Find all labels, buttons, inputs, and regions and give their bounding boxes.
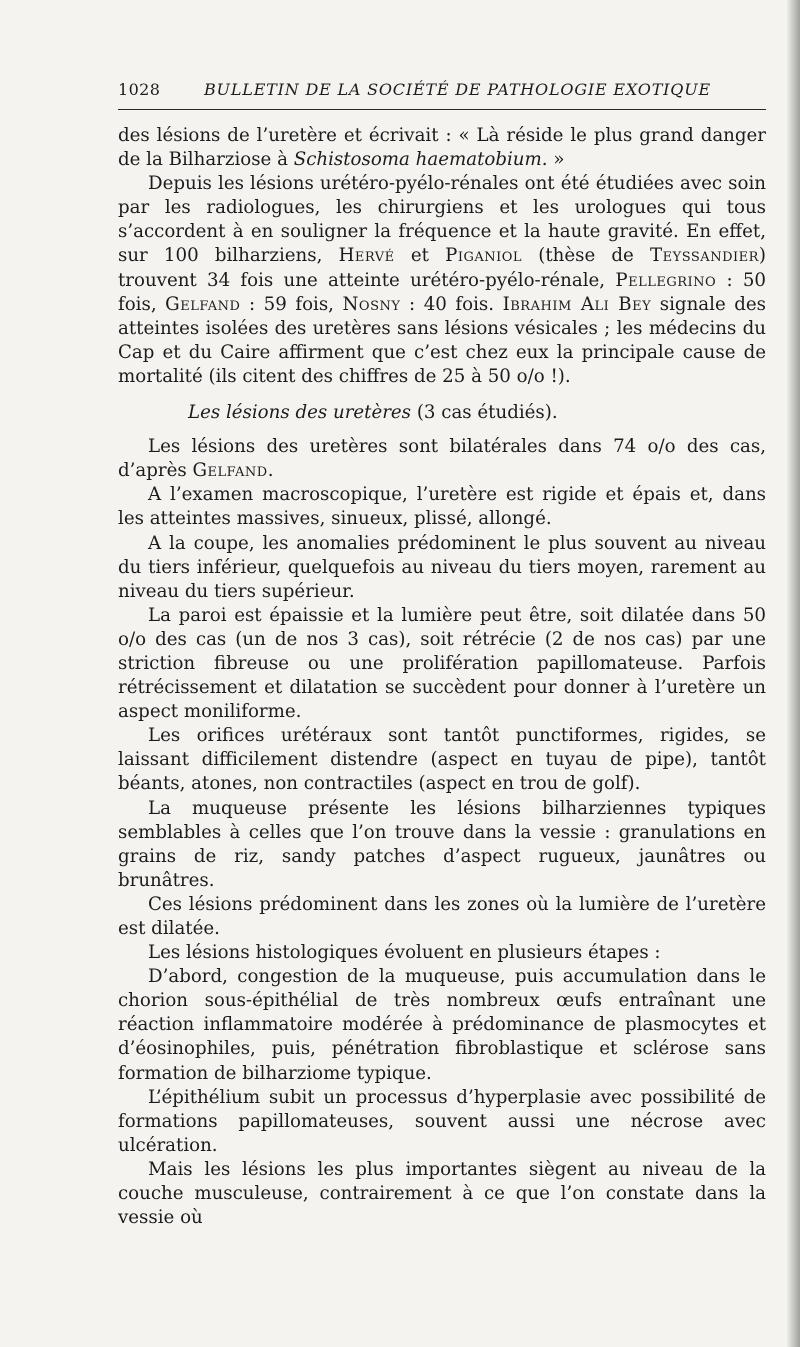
- running-title: BULLETIN DE LA SOCIÉTÉ DE PATHOLOGIE EXOTIQUE: [204, 80, 711, 99]
- page-number: 1028: [118, 80, 161, 99]
- paragraph-12: L’épithélium subit un processus d’hyperplasie avec possibilité de formations papillomateuses, souvent aussi une nécrose avec ulcération.: [118, 1086, 766, 1156]
- paragraph-5: A la coupe, les anomalies prédominent le plus souvent au niveau du tiers inférieur, quelquefois au niveau du tiers moyen, rarement au niveau du tiers supérieur.: [118, 532, 766, 602]
- paragraph-2: Depuis les lésions urétéro-pyélo-rénales ont été étudiées avec soin par les radiologues, les chirurgiens et les urologues qui tous s’accordent à en souligner la fréquence et la haute gravité. En effet, sur 100 bilharziens, Hervé et Piganiol (thèse de Teyssandier) trouvent 34 fois une atteinte urétéro-pyélo-rénale, Pellegrino : 50 fois, Gelfand : 59 fois, Nosny : 40 fois. Ibrahim Ali Bey signale des atteintes isolées des uretères sans lésions vésicales ; les médecins du Cap et du Caire affirment que c’est chez eux la principale cause de mortalité (ils citent des chiffres de 25 à 50 o/o !).: [118, 173, 767, 387]
- section-heading: Les lésions des uretères (3 cas étudiés).: [188, 402, 558, 424]
- paragraph-1: des lésions de l’uretère et écrivait : « Là réside le plus grand danger de la Bilharziose à Schistosoma haematobium. »: [118, 125, 766, 171]
- paragraph-3: Les lésions des uretères sont bilatérales dans 74 o/o des cas, d’après Gelfand.: [118, 436, 766, 482]
- author-pellegrino: Pellegrino: [615, 269, 717, 291]
- paragraph-4: A l’examen macroscopique, l’uretère est rigide et épais et, dans les atteintes massives, sinueux, plissé, allongé.: [118, 484, 766, 530]
- author-nosny: Nosny: [342, 293, 401, 315]
- page-edge-shadow: [786, 0, 800, 1347]
- paragraph-8: La muqueuse présente les lésions bilharziennes typiques semblables à celles que l’on trouve dans la vessie : granulations en grains de riz, sandy patches d’aspect rugueux, jaunâtres ou brunâtres.: [118, 797, 766, 891]
- paragraph-10: Les lésions histologiques évoluent en plusieurs étapes :: [148, 942, 661, 964]
- section-heading-title: Les lésions des uretères: [188, 402, 412, 424]
- author-herve: Hervé: [338, 245, 395, 267]
- paragraph-11: D’abord, congestion de la muqueuse, puis accumulation dans le chorion sous-épithélial de très nombreux œufs entraînant une réaction inflammatoire modérée à prédominance de plasmocytes et d’éosinophiles, puis, pénétration fibroblastique et sclérose sans formation de bilharziome typique.: [118, 966, 766, 1084]
- running-header: [118, 80, 766, 110]
- paragraph-13: Mais les lésions les plus importantes siègent au niveau de la couche musculeuse, contrairement à ce que l’on constate dans la vessie où: [118, 1158, 766, 1229]
- author-piganiol: Piganiol: [445, 245, 523, 267]
- author-teyssandier: Teyssandier: [650, 245, 759, 267]
- author-gelfand: Gelfand: [192, 460, 268, 482]
- paragraph-6: La paroi est épaissie et la lumière peut être, soit dilatée dans 50 o/o des cas (un de nos 3 cas), soit rétrécie (2 de nos cas) par une striction fibreuse ou une prolifération papillomateuse. Parfois rétrécissement et dilatation se succèdent pour donner à l’uretère un aspect moniliforme.: [118, 604, 766, 723]
- paragraph-9: Ces lésions prédominent dans les zones où la lumière de l’uretère est dilatée.: [118, 893, 766, 939]
- author-ibrahim-ali-bey: Ibrahim Ali Bey: [502, 293, 652, 315]
- article-body: [118, 124, 766, 1230]
- paragraph-7: Les orifices urétéraux sont tantôt punctiformes, rigides, se laissant difficilement distendre (aspect en tuyau de pipe), tantôt béants, atones, non contractiles (aspect en trou de golf).: [118, 725, 766, 795]
- journal-page: [118, 80, 766, 1230]
- species-name: Schistosoma haematobium.: [293, 149, 548, 171]
- author-gelfand: Gelfand: [165, 293, 241, 315]
